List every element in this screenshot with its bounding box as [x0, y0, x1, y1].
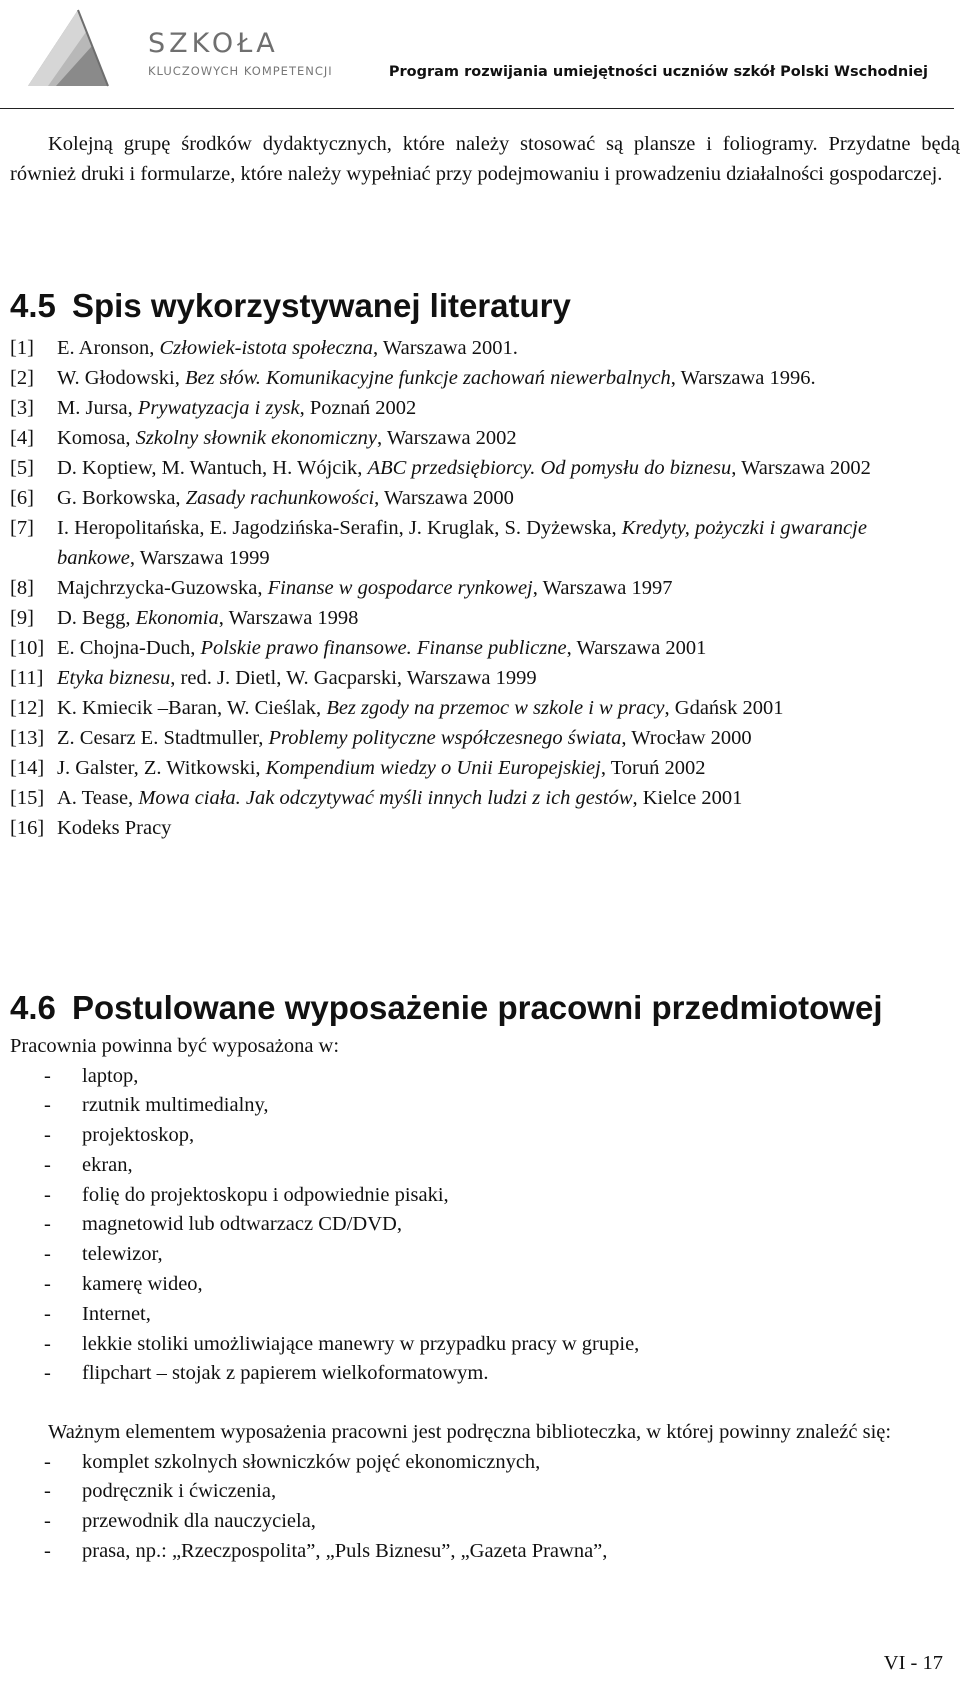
- reference-text: [57, 363, 938, 393]
- reference-text: [57, 603, 938, 633]
- list-dash: -: [44, 1480, 51, 1503]
- reference-part: , Warszawa 1999: [129, 547, 270, 569]
- section-number: 4.5: [10, 287, 56, 324]
- reference-number: [8]: [10, 577, 34, 599]
- reference-part: , Warszawa 1997: [532, 577, 673, 599]
- list-dash: -: [44, 1510, 51, 1533]
- intro-paragraph: Kolejną grupę środków dydaktycznych, które należy stosować są plansze i foliogramy. Przydatne będą również druki i formularze, które należy wypełniać przy podejmowaniu i prowadzeniu działalności gospodarczej.: [10, 133, 960, 185]
- reference-text: [57, 453, 938, 483]
- logo-subtitle: KLUCZOWYCH KOMPETENCJI: [148, 64, 333, 78]
- list-item: [10, 1091, 938, 1121]
- reference-item: [10, 633, 938, 663]
- list-item: [10, 1121, 938, 1151]
- reference-text: [57, 753, 938, 783]
- reference-number: [7]: [10, 517, 34, 539]
- reference-text: [57, 723, 938, 753]
- reference-part: G. Borkowska,: [57, 487, 186, 509]
- list-dash: -: [44, 1332, 51, 1355]
- reference-part: , Wrocław 2000: [621, 727, 752, 749]
- reference-part: I. Heropolitańska, E. Jagodzińska-Serafin, J. Kruglak, S. Dyżewska,: [57, 517, 622, 539]
- reference-title: Zasady rachunkowości: [185, 487, 375, 509]
- reference-number: [11]: [10, 667, 44, 689]
- reference-item: [10, 333, 938, 363]
- reference-number: [13]: [10, 727, 45, 749]
- reference-number: [12]: [10, 697, 45, 719]
- section-heading-equipment: [10, 989, 882, 1027]
- reference-part: Komosa,: [57, 427, 136, 449]
- list-dash: -: [44, 1243, 51, 1266]
- reference-item: [10, 573, 938, 603]
- reference-title: Problemy polityczne współczesnego świata: [268, 727, 622, 749]
- reference-title: Ekonomia: [135, 607, 219, 629]
- reference-text: [57, 813, 938, 843]
- reference-number: [4]: [10, 427, 34, 449]
- reference-item: [10, 723, 938, 753]
- equipment-list: [10, 1062, 938, 1390]
- list-dash: -: [44, 1213, 51, 1236]
- list-item-text: prasa, np.: „Rzeczpospolita”, „Puls Biznesu”, „Gazeta Prawna”,: [82, 1539, 608, 1562]
- triangle-logo-icon: [26, 8, 146, 88]
- list-item: [10, 1062, 938, 1092]
- reference-item: [10, 483, 938, 513]
- header-divider: [0, 108, 954, 109]
- reference-part: , Warszawa 1998: [218, 607, 359, 629]
- page-number: VI - 17: [883, 1652, 943, 1674]
- list-item-text: lekkie stoliki umożliwiające manewry w przypadku pracy w grupie,: [82, 1332, 640, 1355]
- list-item: [10, 1359, 938, 1389]
- reference-part: , Kielce 2001: [632, 787, 743, 809]
- reference-item: [10, 393, 938, 423]
- list-item-text: laptop,: [82, 1064, 139, 1087]
- reference-number: [6]: [10, 487, 34, 509]
- list-dash: -: [44, 1064, 51, 1087]
- reference-number: [16]: [10, 817, 45, 839]
- reference-item: [10, 693, 938, 723]
- reference-part: , Toruń 2002: [600, 757, 706, 779]
- reference-part: W. Głodowski,: [57, 367, 185, 389]
- reference-part: J. Galster, Z. Witkowski,: [57, 757, 266, 779]
- list-dash: -: [44, 1094, 51, 1117]
- reference-text: [57, 663, 938, 693]
- reference-number: [10]: [10, 637, 45, 659]
- reference-part: D. Koptiew, M. Wantuch, H. Wójcik,: [57, 457, 368, 479]
- reference-title: Bez słów. Komunikacyjne funkcje zachowań niewerbalnych: [184, 367, 671, 389]
- reference-part: , Warszawa 2001: [566, 637, 707, 659]
- list-dash: -: [44, 1153, 51, 1176]
- reference-part: E. Aronson,: [57, 337, 160, 359]
- list-dash: -: [44, 1124, 51, 1147]
- reference-part: , Warszawa 2002: [731, 457, 871, 479]
- list-item-text: flipchart – stojak z papierem wielkoformatowym.: [82, 1362, 489, 1385]
- list-dash: -: [44, 1183, 51, 1206]
- equipment-block: [10, 1032, 938, 1389]
- reference-item: [10, 513, 938, 573]
- reference-part: M. Jursa,: [57, 397, 138, 419]
- section-number: 4.6: [10, 989, 56, 1026]
- list-item-text: przewodnik dla nauczyciela,: [82, 1510, 316, 1533]
- reference-title: Finanse w gospodarce rynkowej: [267, 577, 533, 599]
- library-list: [10, 1448, 938, 1567]
- reference-part: Majchrzycka-Guzowska,: [57, 577, 268, 599]
- reference-item: [10, 753, 938, 783]
- reference-item: [10, 603, 938, 633]
- reference-part: , Poznań 2002: [299, 397, 417, 419]
- reference-text: [57, 483, 938, 513]
- list-item: [10, 1507, 938, 1537]
- list-item: [10, 1181, 938, 1211]
- list-item-text: magnetowid lub odtwarzacz CD/DVD,: [82, 1213, 402, 1236]
- reference-part: Kodeks Pracy: [57, 817, 172, 839]
- reference-part: E. Chojna-Duch,: [57, 637, 201, 659]
- reference-part: , Warszawa 2001.: [373, 337, 518, 359]
- reference-title: Kredyty, pożyczki i gwarancje bankowe: [57, 517, 867, 569]
- list-item-text: telewizor,: [82, 1243, 163, 1266]
- list-item-text: rzutnik multimedialny,: [82, 1094, 269, 1117]
- list-dash: -: [44, 1273, 51, 1296]
- intro-block: [10, 130, 960, 189]
- reference-text: [57, 573, 938, 603]
- page-header: [0, 0, 960, 110]
- list-item: [10, 1537, 938, 1567]
- list-item: [10, 1270, 938, 1300]
- reference-part: , Warszawa 1996.: [670, 367, 816, 389]
- equipment-lead: Pracownia powinna być wyposażona w:: [10, 1035, 340, 1057]
- reference-number: [15]: [10, 787, 45, 809]
- reference-part: , Gdańsk 2001: [664, 697, 784, 719]
- list-item-text: ekran,: [82, 1153, 133, 1176]
- reference-item: [10, 783, 938, 813]
- reference-part: Z. Cesarz E. Stadtmuller,: [57, 727, 269, 749]
- list-item-text: podręcznik i ćwiczenia,: [82, 1480, 277, 1503]
- reference-text: [57, 633, 938, 663]
- library-block: [10, 1418, 938, 1567]
- reference-title: Mowa ciała. Jak odczytywać myśli innych ludzi z ich gestów: [138, 787, 633, 809]
- reference-title: Prywatyzacja i zysk: [137, 397, 300, 419]
- reference-part: K. Kmiecik –Baran, W. Cieślak,: [57, 697, 327, 719]
- reference-number: [2]: [10, 367, 34, 389]
- list-item-text: projektoskop,: [82, 1124, 195, 1147]
- list-item-text: kamerę wideo,: [82, 1273, 203, 1296]
- reference-part: A. Tease,: [57, 787, 139, 809]
- reference-number: [3]: [10, 397, 34, 419]
- list-item: [10, 1240, 938, 1270]
- reference-number: [1]: [10, 337, 34, 359]
- reference-text: [57, 783, 938, 813]
- reference-number: [14]: [10, 757, 45, 779]
- reference-title: Polskie prawo finansowe. Finanse publiczne: [200, 637, 567, 659]
- reference-text: [57, 393, 938, 423]
- list-dash: -: [44, 1302, 51, 1325]
- reference-title: Etyka biznesu: [57, 667, 171, 689]
- reference-part: , Warszawa 2002: [376, 427, 517, 449]
- logo-title: SZKOŁA: [148, 28, 279, 59]
- list-item: [10, 1448, 938, 1478]
- list-item: [10, 1151, 938, 1181]
- references-list: [10, 333, 938, 843]
- reference-number: [9]: [10, 607, 34, 629]
- reference-text: [57, 423, 938, 453]
- list-dash: -: [44, 1539, 51, 1562]
- section-heading-literature: [10, 287, 571, 325]
- reference-title: Szkolny słownik ekonomiczny: [135, 427, 377, 449]
- list-item-text: Internet,: [82, 1302, 151, 1325]
- list-item: [10, 1210, 938, 1240]
- section-title: Spis wykorzystywanej literatury: [72, 287, 571, 324]
- reference-title: Bez zgody na przemoc w szkole i w pracy: [326, 697, 665, 719]
- list-item: [10, 1330, 938, 1360]
- reference-text: [57, 333, 938, 363]
- school-logo: [26, 8, 333, 88]
- reference-text: [57, 693, 938, 723]
- reference-part: , red. J. Dietl, W. Gacparski, Warszawa 1999: [170, 667, 537, 689]
- program-tagline: Program rozwijania umiejętności uczniów szkół Polski Wschodniej: [388, 64, 928, 80]
- reference-part: D. Begg,: [57, 607, 136, 629]
- reference-title: Kompendium wiedzy o Unii Europejskiej: [265, 757, 601, 779]
- reference-text: [57, 513, 938, 573]
- section-title: Postulowane wyposażenie pracowni przedmiotowej: [72, 989, 883, 1026]
- library-paragraph: Ważnym elementem wyposażenia pracowni jest podręczna biblioteczka, w której powinny znaleźć się:: [48, 1421, 892, 1443]
- reference-part: , Warszawa 2000: [374, 487, 514, 509]
- reference-number: [5]: [10, 457, 34, 479]
- reference-item: [10, 663, 938, 693]
- reference-item: [10, 813, 938, 843]
- list-item: [10, 1477, 938, 1507]
- reference-item: [10, 363, 938, 393]
- reference-title: Człowiek-istota społeczna: [159, 337, 374, 359]
- reference-item: [10, 453, 938, 483]
- reference-title: ABC przedsiębiorcy. Od pomysłu do biznesu: [367, 457, 732, 479]
- list-item-text: komplet szkolnych słowniczków pojęć ekonomicznych,: [82, 1450, 541, 1473]
- list-dash: -: [44, 1362, 51, 1385]
- list-item: [10, 1300, 938, 1330]
- list-item-text: folię do projektoskopu i odpowiednie pisaki,: [82, 1183, 449, 1206]
- reference-item: [10, 423, 938, 453]
- list-dash: -: [44, 1450, 51, 1473]
